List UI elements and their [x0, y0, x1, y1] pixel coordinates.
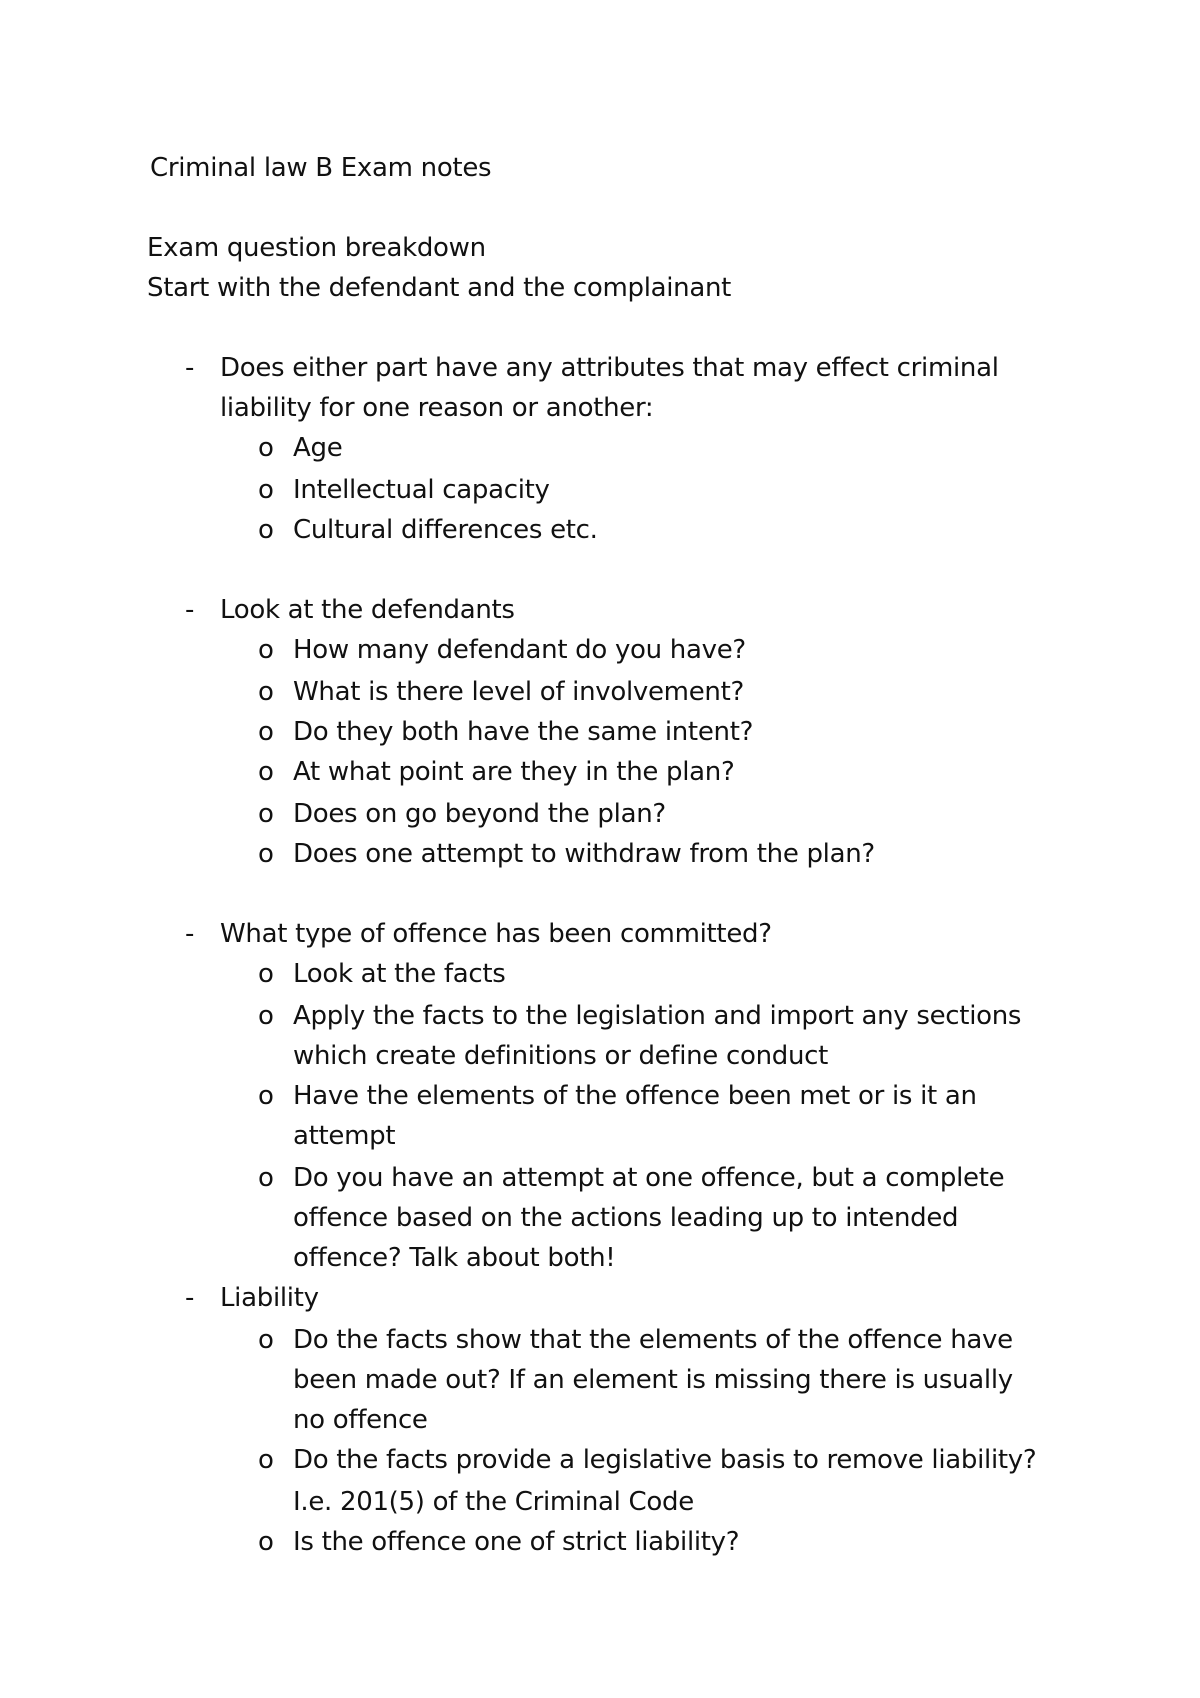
sub-bullet: o — [258, 1163, 274, 1193]
section3-item: Have the elements of the offence been met or is it an — [293, 1081, 977, 1111]
section3-item-cont: offence? Talk about both! — [293, 1243, 616, 1273]
section4-item-cont: been made out? If an element is missing there is usually — [293, 1365, 1013, 1395]
section3-item: Look at the facts — [293, 959, 506, 989]
section2-item: What is there level of involvement? — [293, 677, 744, 707]
sub-bullet: o — [258, 1325, 274, 1355]
dash-bullet: - — [185, 919, 195, 949]
section4-item: Do the facts show that the elements of the offence have — [293, 1325, 1013, 1355]
sub-bullet: o — [258, 475, 274, 505]
sub-bullet: o — [258, 1445, 274, 1475]
subtitle: Exam question breakdown — [147, 233, 486, 263]
section2-item: Do they both have the same intent? — [293, 717, 754, 747]
sub-bullet: o — [258, 635, 274, 665]
sub-bullet: o — [258, 959, 274, 989]
sub-bullet: o — [258, 839, 274, 869]
sub-bullet: o — [258, 433, 274, 463]
sub-bullet: o — [258, 515, 274, 545]
section2-item: Does on go beyond the plan? — [293, 799, 666, 829]
section3-line1: What type of offence has been committed? — [220, 919, 772, 949]
section4-item-cont: no offence — [293, 1405, 428, 1435]
sub-bullet: o — [258, 717, 274, 747]
section3-item-cont: which create definitions or define conduct — [293, 1041, 829, 1071]
intro-line: Start with the defendant and the complainant — [147, 273, 732, 303]
dash-bullet: - — [185, 595, 195, 625]
section1-line1: Does either part have any attributes that may effect criminal — [220, 353, 999, 383]
section1-item: Intellectual capacity — [293, 475, 550, 505]
section3-item: Apply the facts to the legislation and import any sections — [293, 1001, 1022, 1031]
dash-bullet: - — [185, 353, 195, 383]
section4-line1: Liability — [220, 1283, 319, 1313]
section1-item: Age — [293, 433, 343, 463]
section3-item: Do you have an attempt at one offence, but a complete — [293, 1163, 1005, 1193]
sub-bullet: o — [258, 799, 274, 829]
sub-bullet: o — [258, 757, 274, 787]
section3-item-cont: offence based on the actions leading up to intended — [293, 1203, 959, 1233]
section1-line2: liability for one reason or another: — [220, 393, 654, 423]
dash-bullet: - — [185, 1283, 195, 1313]
sub-bullet: o — [258, 1001, 274, 1031]
section4-item-cont: I.e. 201(5) of the Criminal Code — [293, 1487, 694, 1517]
sub-bullet: o — [258, 677, 274, 707]
section2-item: Does one attempt to withdraw from the plan? — [293, 839, 875, 869]
section2-item: How many defendant do you have? — [293, 635, 746, 665]
sub-bullet: o — [258, 1081, 274, 1111]
section4-item: Is the offence one of strict liability? — [293, 1527, 740, 1557]
section2-item: At what point are they in the plan? — [293, 757, 735, 787]
section3-item-cont: attempt — [293, 1121, 396, 1151]
section2-line1: Look at the defendants — [220, 595, 515, 625]
section4-item: Do the facts provide a legislative basis to remove liability? — [293, 1445, 1037, 1475]
document-title: Criminal law B Exam notes — [150, 153, 492, 183]
section1-item: Cultural differences etc. — [293, 515, 598, 545]
sub-bullet: o — [258, 1527, 274, 1557]
